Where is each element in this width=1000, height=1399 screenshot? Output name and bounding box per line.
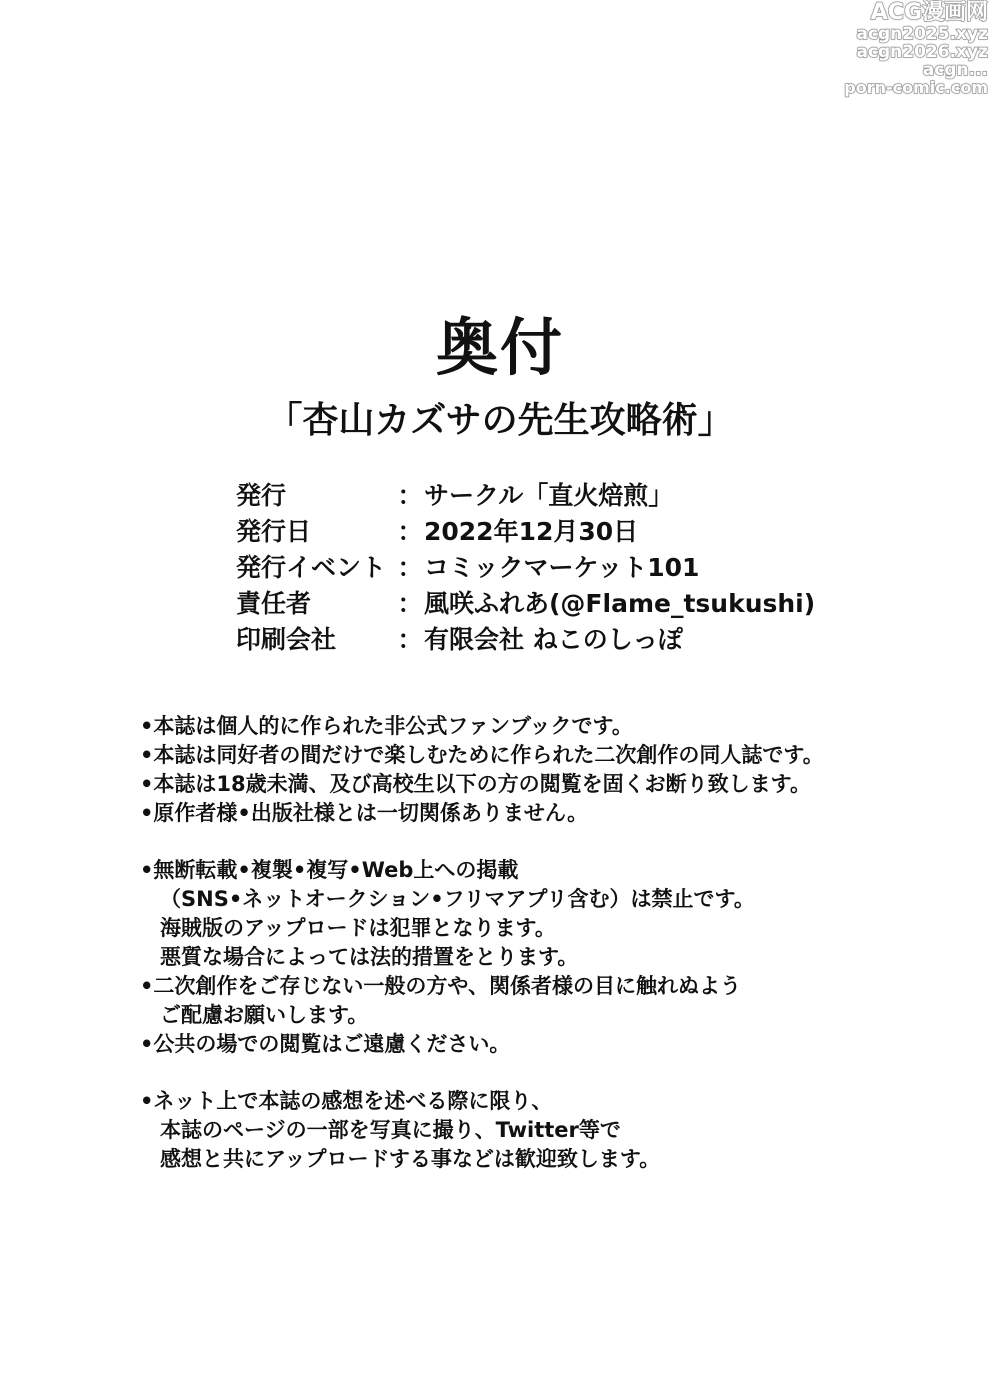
spacer [140,828,940,856]
info-row-printer [236,622,856,658]
info-label: 発行 [236,481,287,510]
note-line: 本誌のページの一部を写真に撮り、Twitter等で [160,1118,621,1142]
info-row-responsible [236,586,856,622]
page-title: 奥付 [435,311,564,384]
note-line: •無断転載•複製•複写•Web上への掲載 [140,858,519,882]
info-value: サークル「直火焙煎」 [424,481,674,510]
watermark-line: ACG漫画网 [870,0,988,25]
note-line: 海賊版のアップロードは犯罪となります。 [160,916,556,940]
info-separator: ： [397,553,423,582]
info-separator: ： [397,517,423,546]
watermark-line: acgn... [922,60,988,80]
info-value: 風咲ふれあ(@Flame_tsukushi) [424,589,816,618]
note-line: •本誌は個人的に作られた非公式ファンブックです。 [140,714,633,738]
note-line: •本誌は同好者の間だけで楽しむために作られた二次創作の同人誌です。 [140,743,824,767]
info-separator: ： [397,589,423,618]
info-value: 有限会社 ねこのしっぽ [424,625,683,654]
watermark-line: porn-comic.com [844,78,988,97]
watermark-line: acgn2026.xyz [856,42,988,62]
publication-info [236,478,856,658]
note-line: （SNS•ネットオークション•フリマアプリ含む）は禁止です。 [160,887,755,911]
note-line: •原作者様•出版社様とは一切関係ありません。 [140,801,589,825]
watermark [838,0,988,96]
info-value: 2022年12月30日 [424,517,639,546]
note-line: 感想と共にアップロードする事などは歓迎致します。 [160,1147,661,1171]
info-separator: ： [397,625,423,654]
info-label: 発行イベント [236,553,387,582]
watermark-line: acgn2025.xyz [856,24,988,44]
book-title: 「杏山カズサの先生攻略術」 [266,400,734,441]
info-value: コミックマーケット101 [424,553,700,582]
info-label: 印刷会社 [236,625,337,654]
note-line: 悪質な場合によっては法的措置をとります。 [160,945,579,969]
info-row-event [236,550,856,586]
spacer [140,1059,940,1087]
note-line: •公共の場での閲覧はご遠慮ください。 [140,1032,511,1056]
notes [140,712,940,1174]
info-separator: ： [397,481,423,510]
note-line: ご配慮お願いします。 [160,1003,369,1027]
info-label: 責任者 [236,589,312,618]
note-line: •ネット上で本誌の感想を述べる際に限り、 [140,1089,553,1113]
info-row-publisher [236,478,856,514]
info-row-date [236,514,856,550]
note-line: •本誌は18歳未満、及び高校生以下の方の閲覧を固くお断り致します。 [140,772,811,796]
info-label: 発行日 [236,517,312,546]
note-line: •二次創作をご存じない一般の方や、関係者様の目に触れぬよう [140,974,741,998]
